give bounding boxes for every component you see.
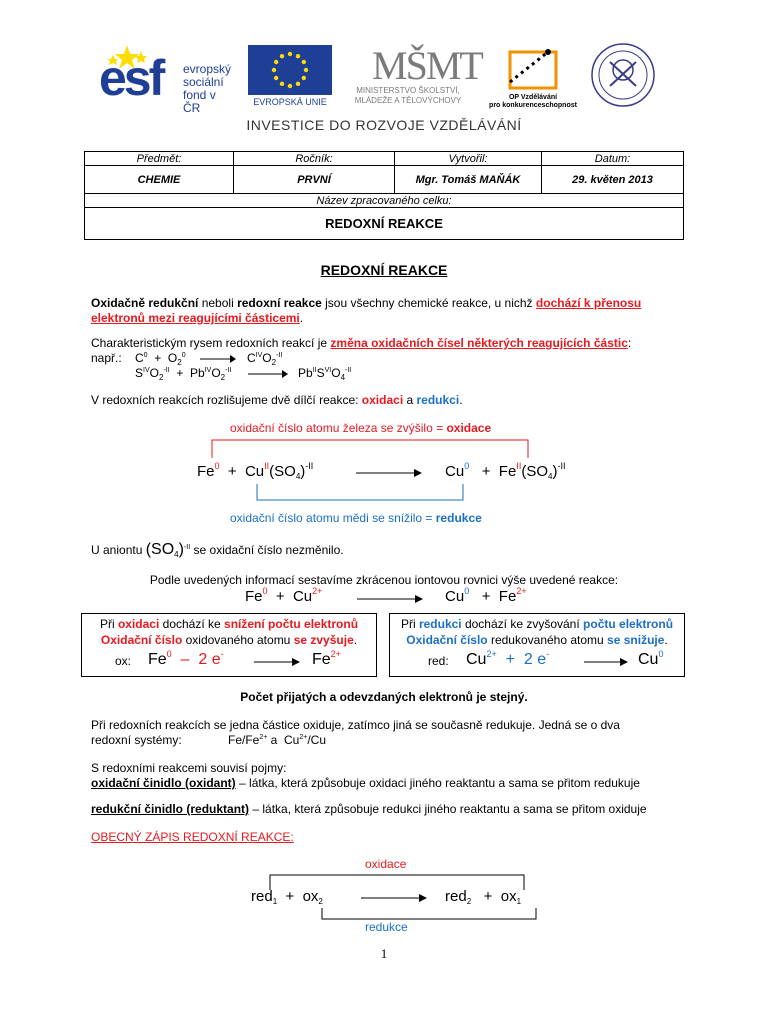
example-product-2: $Pb^{II}S^{VI}O_4^{-II}$: [298, 366, 352, 382]
arrow-icon: [248, 369, 288, 379]
unit-name: REDOXNÍ REAKCE: [85, 208, 684, 240]
paragraph-concepts: S redoxními reakcemi souvisí pojmy:: [91, 761, 287, 775]
arrow-icon: [200, 354, 236, 364]
example-label: např.:: [91, 351, 122, 365]
paragraph-systems: Při redoxních reakcích se jedna částice oxiduje, zatímco jiná se současně redukuje. Jedná se o dva: [91, 718, 620, 732]
paragraph-characteristic: Charakteristickým rysem redoxních reakcí je změna oxidačních čísel některých reagujících částic:: [91, 336, 632, 350]
header-cell: Ročník:: [234, 152, 395, 166]
esf-logo-subtext: evropský sociální fond v ČR: [183, 62, 232, 115]
general-reduction-label: redukce: [365, 920, 408, 934]
arrow-icon: [254, 657, 300, 667]
header-table: [84, 151, 684, 240]
general-equation-right: $red_2 + ox_1$: [445, 888, 522, 906]
example-equation-1: $C^0 + O_2^0$: [135, 351, 186, 367]
reduction-half-equation: $Cu^{2+} + 2$ e-: [466, 649, 550, 668]
header-cell: Vytvořil:: [395, 152, 542, 166]
paragraph-anion: U aniontu $(SO_4)^{-II}$ se oxidační číslo nezměnilo.: [91, 541, 344, 559]
reaction-arrow-icon: [357, 594, 423, 604]
reduction-box: Při redukci dochází ke zvyšování počtu elektronů Oxidační číslo redukovaného atomu se snižuje. red: $Cu^{2+} + 2$ e- Cu$^0$: [389, 613, 685, 677]
eu-logo-text: EVROPSKÁ UNIE: [253, 97, 327, 107]
paragraph-systems-2: redoxní systémy:: [91, 733, 182, 747]
eu-logo: [248, 45, 332, 107]
example-equation-2: $S^{IV}O_2^{-II} + Pb^{IV}O_2^{-II}$: [135, 366, 232, 382]
paragraph-ionic-intro: Podle uvedených informací sestavíme zkrácenou iontovou rovnici výše uvedené reakce:: [149, 573, 619, 587]
oxidant-definition: oxidační činidlo (oxidant) – látka, která způsobuje oxidaci jiného reaktantu a sama se přitom redukuje: [91, 776, 640, 790]
electron-equality-note: Počet přijatých a odevzdaných elektronů je stejný.: [240, 690, 528, 704]
general-oxidation-label: oxidace: [365, 857, 407, 871]
reduction-label: oxidační číslo atomu mědi se snížilo = redukce: [230, 511, 482, 525]
value-cell: PRVNÍ: [234, 166, 395, 194]
oxidation-label: oxidační číslo atomu železa se zvýšilo = oxidace: [230, 421, 492, 435]
arrow-icon: [584, 657, 628, 667]
value-cell: 29. květen 2013: [542, 166, 684, 194]
general-reduction-bracket: [320, 906, 538, 922]
oxidation-box: Při oxidaci dochází ke snížení počtu elektronů Oxidační číslo oxidovaného atomu se zvyšuje. ox: Fe$^0$ – 2 e- $Fe^{2+}$: [81, 613, 377, 677]
msmt-logo: [338, 42, 482, 112]
page-number: 1: [380, 946, 388, 961]
unit-label: Název zpracovaného celku:: [85, 194, 684, 208]
general-title: OBECNÝ ZÁPIS REDOXNÍ REAKCE:: [91, 830, 294, 844]
reductant-definition: redukční činidlo (reduktant) – látka, která způsobuje redukci jiného reaktantu a sama se přitom oxiduje: [91, 802, 647, 816]
page-title: REDOXNÍ REAKCE: [320, 262, 448, 278]
paragraph-two-reactions: V redoxních reakcích rozlišujeme dvě dílčí reakce: oxidaci a redukci.: [91, 393, 463, 407]
redox-systems: $Fe/Fe^{2+}$ a $Cu^{2+}/Cu$: [228, 733, 327, 747]
msmt-logo-text: MŠMT: [372, 43, 482, 88]
value-cell: Mgr. Tomáš MAŇÁK: [395, 166, 542, 194]
paragraph-intro: Oxidačně redukční neboli redoxní reakce jsou všechny chemické reakce, u nichž dochází k přenosu elektronů mezi reagujícími částicemi.: [91, 296, 642, 325]
esf-logo: [95, 45, 235, 115]
eu-flag-icon: [248, 45, 332, 95]
value-cell: CHEMIE: [85, 166, 234, 194]
reduction-bracket: [255, 482, 465, 504]
op-arrow-icon: [488, 42, 578, 92]
tagline: INVESTICE DO ROZVOJE VZDĚLÁVÁNÍ: [246, 117, 522, 133]
reaction-arrow-icon: [361, 893, 427, 903]
header-cell: Předmět:: [85, 152, 234, 166]
ionic-equation-left: $Fe^0 + Cu^{2+}$: [245, 586, 323, 605]
general-equation-left: $red_1 + ox_2$: [251, 888, 323, 906]
reaction-arrow-icon: [356, 468, 422, 478]
header-cell: Datum:: [542, 152, 684, 166]
iron-equation-right: $Cu^0 + Fe^{II}(SO_4)^{-II}$: [445, 461, 566, 481]
oxidation-bracket: [210, 436, 530, 464]
op-logo: [488, 42, 578, 112]
school-seal-icon: [590, 42, 656, 108]
op-logo-text: OP Vzdělávání pro konkurenceschopnost: [489, 94, 577, 109]
msmt-logo-subtext: MINISTERSTVO ŠKOLSTVÍ, MLÁDEŽE A TĚLOVÝCHOVY: [354, 86, 462, 105]
esf-logo-text: esf: [99, 50, 163, 106]
ionic-equation-right: $Cu^0 + Fe^{2+}$: [445, 586, 527, 605]
oxidation-half-equation: Fe$^0$ – 2 e-: [148, 649, 224, 668]
example-product-1: $C^{IV}O_2^{-II}$: [247, 351, 283, 367]
iron-equation-left: $Fe^0 + Cu^{II}(SO_4)^{-II}$: [197, 461, 314, 481]
